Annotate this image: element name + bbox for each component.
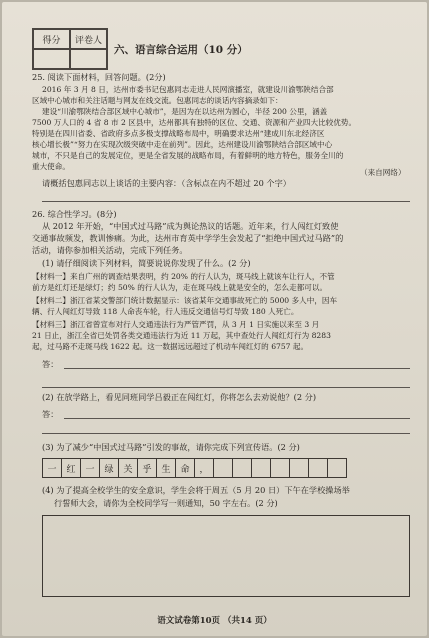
q25-para-line: 7500 万人口的 4 省 8 市 2 区县中，达州都具有独特的区位、交通、资源和产业四大比较优势。 bbox=[32, 118, 357, 127]
q25-para-line: 核心增长极”“努力在实现次级突破中走在前列”。因此，达州建设川渝鄂陕结合部区域中心 bbox=[32, 140, 333, 149]
material-2: 【材料二】浙江省某交警部门统计数据显示：该省某年交通事故死亡的 5000 多人中，因车 bbox=[32, 296, 338, 305]
answer-line bbox=[64, 368, 410, 369]
material-3: 起，过马路不走斑马线 1622 起。这一数据远远超过了机动车闯红灯的 6757 起。 bbox=[32, 342, 309, 351]
q26-intro-line: 活动，请你参加相关活动，完成下列任务。 bbox=[32, 245, 188, 255]
answer-line bbox=[42, 201, 410, 202]
slogan-cell[interactable] bbox=[232, 458, 252, 478]
q26-sub3: (3) 为了减少“中国式过马路”引发的事故，请你完成下列宣传语。(2 分) bbox=[42, 442, 300, 452]
slogan-cell[interactable] bbox=[289, 458, 309, 478]
answer-line bbox=[64, 418, 410, 419]
q26-sub1: (1) 请仔细阅读下列材料，简要说说你发现了什么。(2 分) bbox=[42, 258, 251, 268]
slogan-cell: 一 bbox=[42, 458, 62, 478]
q25-para-line: 特别是在四川省委、省政府多点多极支撑战略布局中，明确要求达州“建成川东北经济区 bbox=[32, 129, 325, 138]
q25-para-line: 区域中心城市和关注话题与网友在线交流。包惠同志的谈话内容摘录如下： bbox=[32, 96, 283, 105]
section-title: 六、语言综合运用（10 分） bbox=[114, 44, 248, 56]
material-2: 辆、行人闯红灯导致 118 人命丧车轮，行人违反交通信号灯导致 180 人死亡。 bbox=[32, 307, 299, 316]
q26-sub4: (4) 为了提高全校学生的安全意识，学生会将于周五（5 月 20 日）下午在学校操场举 bbox=[42, 485, 350, 495]
slogan-cell[interactable] bbox=[251, 458, 271, 478]
q25-heading: 25. 阅读下面材料，回答问题。(2分) bbox=[32, 72, 166, 82]
q26-sub2: (2) 在放学路上，看见同班同学吕毅正在闯红灯，你将怎么去劝说他？(2 分) bbox=[42, 392, 317, 402]
slogan-cell[interactable] bbox=[308, 458, 328, 478]
q25-para-line: 建设“川渝鄂陕结合部区域中心城市”，是因为在以达州为圆心，半径 200 公里，涵盖 bbox=[42, 107, 328, 116]
page-footer: 语文试卷第10页 （共14 页） bbox=[157, 616, 272, 626]
slogan-grid[interactable] bbox=[42, 458, 346, 478]
slogan-cell: 红 bbox=[61, 458, 81, 478]
slogan-cell: 一 bbox=[80, 458, 100, 478]
notice-answer-box[interactable] bbox=[42, 515, 410, 597]
score-label: 得分 bbox=[33, 29, 70, 49]
slogan-cell: 乎 bbox=[137, 458, 157, 478]
q25-para-line: 2016 年 3 月 8 日，达州市委书记包惠同志走进人民网演播室，就建设川渝鄂陕结合部 bbox=[42, 85, 334, 94]
answer-label: 答： bbox=[42, 409, 59, 419]
score-table bbox=[32, 28, 108, 70]
grader-cell bbox=[70, 49, 107, 69]
q25-para-line: 重大使命。 bbox=[32, 162, 70, 171]
slogan-cell[interactable] bbox=[213, 458, 233, 478]
material-1: 【材料一】来自广州的调查结果表明，约 20% 的行人认为，斑马线上就该车让行人，不管 bbox=[32, 272, 335, 281]
slogan-cell[interactable] bbox=[327, 458, 347, 478]
slogan-cell: 关 bbox=[118, 458, 138, 478]
answer-line bbox=[42, 433, 410, 434]
material-3: 21 日止，浙江全省已处罚各类交通违法行为近 11 万起，其中查处行人闯红灯行为 8283 bbox=[32, 331, 331, 340]
slogan-cell: 绿 bbox=[99, 458, 119, 478]
slogan-cell: 命 bbox=[175, 458, 195, 478]
slogan-cell: 生 bbox=[156, 458, 176, 478]
q26-intro-line: 交通事故频发，教训惨痛。为此，达州市育英中学学生会发起了“拒绝中国式过马路”的 bbox=[32, 233, 344, 243]
q25-prompt: 请概括包惠同志以上谈话的主要内容：（含标点在内不超过 20 个字） bbox=[42, 178, 291, 188]
q26-heading: 26. 综合性学习。(8分) bbox=[32, 209, 117, 219]
source-note: （来自网络） bbox=[360, 168, 406, 177]
answer-label: 答： bbox=[42, 359, 59, 369]
score-cell bbox=[33, 49, 70, 69]
exam-page bbox=[2, 2, 427, 636]
q25-para-line: 城市，不只是自己的发展定位，更是全省发展的战略布局，有着鲜明的地方特色，服务全川的 bbox=[32, 151, 344, 160]
grader-label: 评卷人 bbox=[70, 29, 107, 49]
material-3: 【材料三】浙江省曾宣布对行人交通违法行为严管严罚，从 3 月 1 日实施以来至 3 月 bbox=[32, 320, 320, 329]
answer-line bbox=[42, 387, 410, 388]
slogan-cell: ， bbox=[194, 458, 214, 478]
slogan-cell[interactable] bbox=[270, 458, 290, 478]
q26-intro-line: 从 2012 年开始，“中国式过马路”成为舆论热议的话题。近年来，行人闯红灯致使 bbox=[42, 221, 339, 231]
material-1: 前方是红灯还是绿灯；约 50% 的行人认为，走在斑马线上就是安全的，怎么走都可以。 bbox=[32, 283, 328, 292]
q26-sub4: 行誓师大会，请你为全校同学写一则通知，50 字左右。(2 分) bbox=[54, 498, 278, 508]
